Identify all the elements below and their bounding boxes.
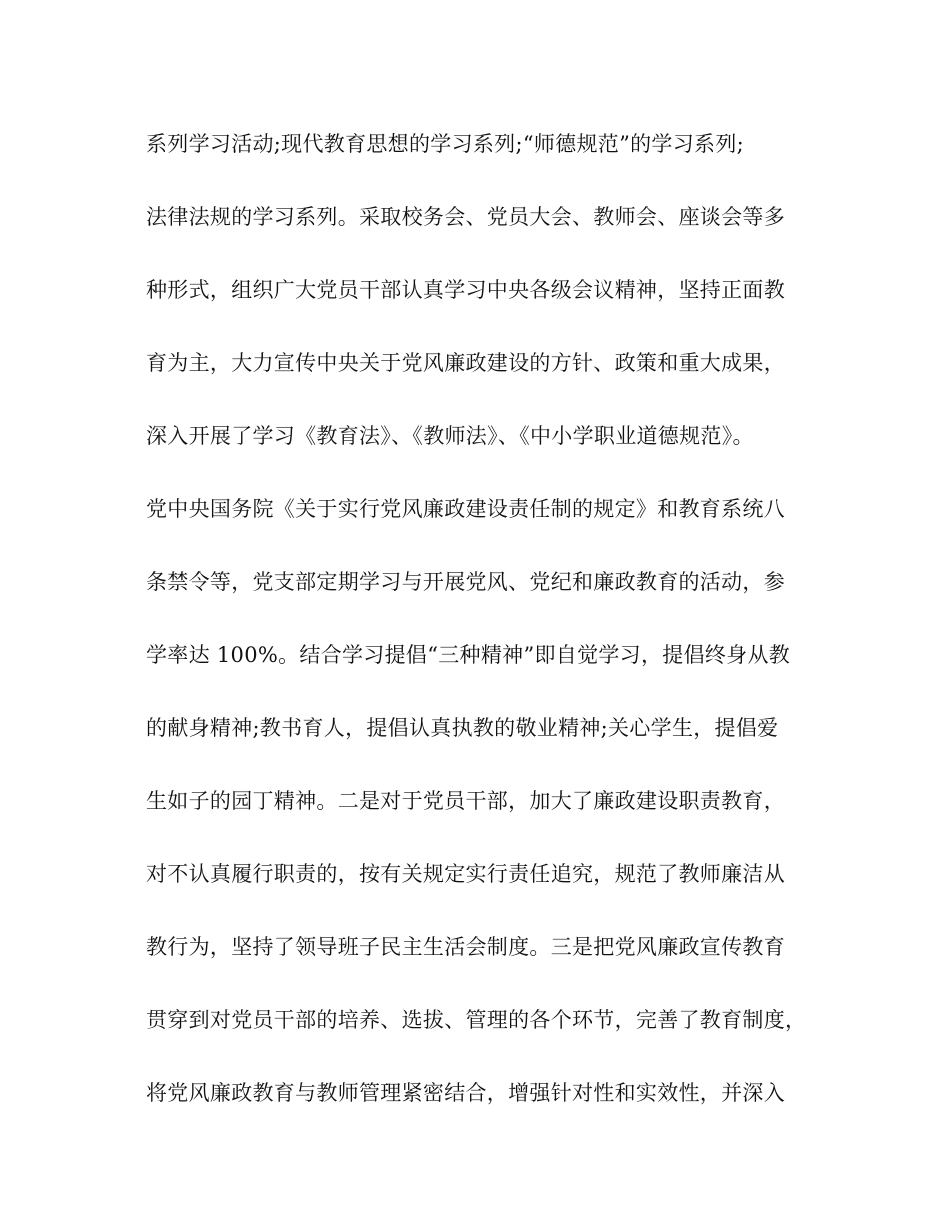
- text-line: 育为主，大力宣传中央关于党风廉政建设的方针、政策和重大成果，: [146, 351, 785, 375]
- text-line: 条禁令等，党支部定期学习与开展党风、党纪和廉政教育的活动，参: [146, 570, 785, 594]
- body-text: [146, 126, 816, 1148]
- text-line: 对不认真履行职责的，按有关规定实行责任追究，规范了教师廉洁从: [146, 862, 785, 886]
- text-line: 法律法规的学习系列。采取校务会、党员大会、教师会、座谈会等多: [146, 205, 785, 229]
- text-line: 深入开展了学习《教育法》、《教师法》、《中小学职业道德规范》。: [146, 424, 754, 448]
- text-line: 系列学习活动;现代教育思想的学习系列;“师德规范”的学习系列;: [146, 132, 744, 156]
- text-line: 将党风廉政教育与教师管理紧密结合，增强针对性和实效性，并深入: [146, 1081, 785, 1105]
- text-line: 党中央国务院《关于实行党风廉政建设责任制的规定》和教育系统八: [146, 497, 785, 521]
- text-line: 的献身精神;教书育人，提倡认真执教的敬业精神;关心学生，提倡爱: [146, 716, 779, 740]
- text-line: 生如子的园丁精神。二是对于党员干部，加大了廉政建设职责教育，: [146, 789, 785, 813]
- text-line: 教行为，坚持了领导班子民主生活会制度。三是把党风廉政宣传教育: [146, 935, 785, 959]
- text-line: 学率达 100%。结合学习提倡“三种精神”即自觉学习，提倡终身从教: [146, 643, 791, 667]
- text-line: 种形式，组织广大党员干部认真学习中央各级会议精神，坚持正面教: [146, 278, 785, 302]
- text-line: 贯穿到对党员干部的培养、选拔、管理的各个环节，完善了教育制度，: [146, 1008, 807, 1032]
